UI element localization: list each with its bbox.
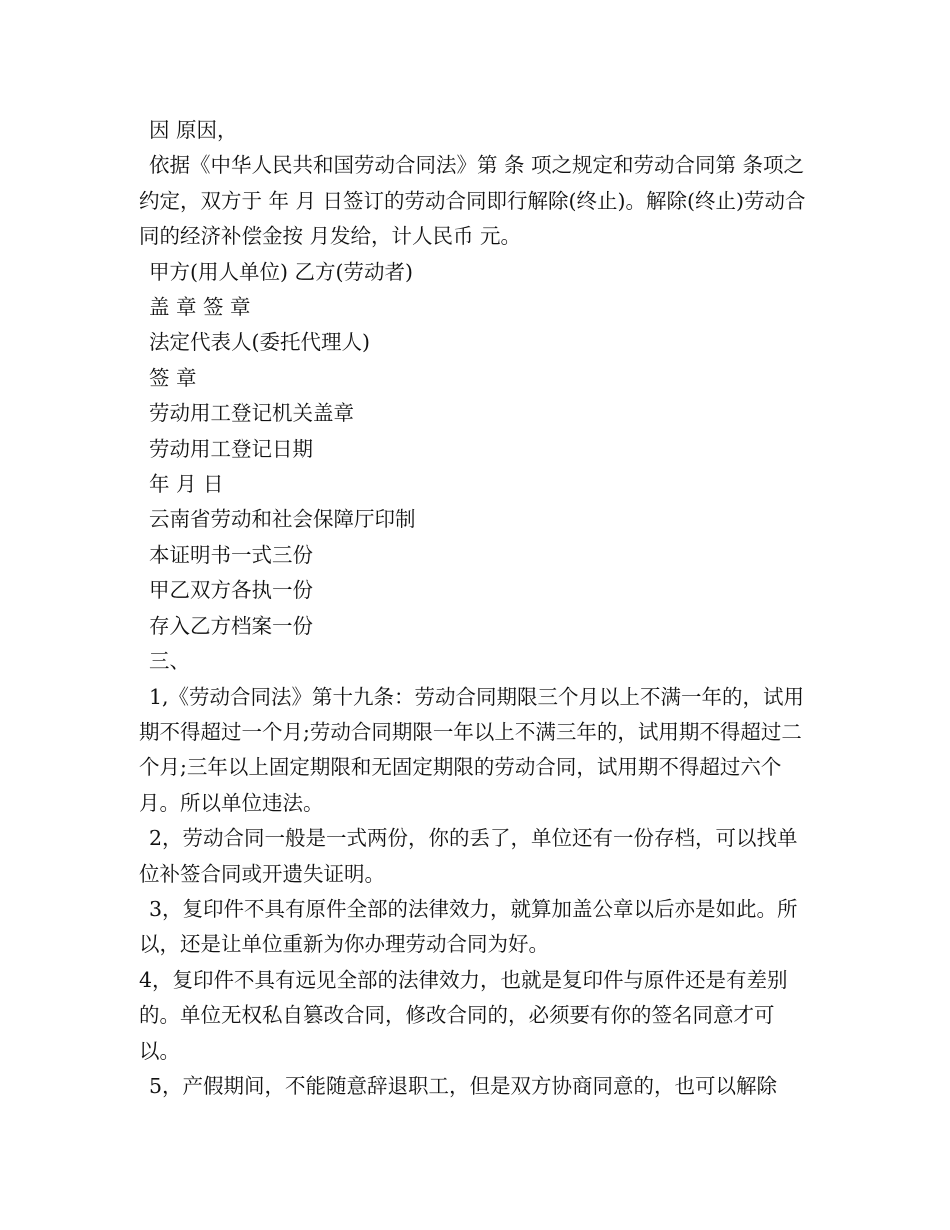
- paragraph-printer: 云南省劳动和社会保障厅印制: [149, 507, 416, 532]
- answer-item-2: 2，劳动合同一般是一式两份，你的丢了，单位还有一份存档，可以找单位补签合同或开遗失证明。: [139, 826, 798, 886]
- paragraph-seal-signature: 盖 章 签 章: [149, 295, 251, 320]
- paragraph-legal-representative: 法定代表人(委托代理人): [149, 330, 370, 355]
- paragraph-registration-date: 劳动用工登记日期: [149, 436, 313, 461]
- section-heading-three: 三、: [149, 649, 190, 674]
- paragraph-signature: 签 章: [149, 365, 197, 390]
- paragraph-date: 年 月 日: [149, 472, 224, 497]
- document-body: [139, 113, 812, 1104]
- answer-item-3: 3，复印件不具有原件全部的法律效力，就算加盖公章以后亦是如此。所以，还是让单位重新为你办理劳动合同为好。: [139, 896, 798, 957]
- paragraph-copies: 本证明书一式三份: [149, 542, 313, 567]
- answer-item-5: 5，产假期间，不能随意辞退职工，但是双方协商同意的，也可以解除: [149, 1073, 778, 1098]
- paragraph-legal-basis: 依据《中华人民共和国劳动合同法》第 条 项之规定和劳动合同第 条项之约定，双方于 年 月 日签订的劳动合同即行解除(终止)。解除(终止)劳动合同的经济补偿金按 月发给，计人民币 元。: [139, 153, 806, 249]
- answer-item-4: 4，复印件不具有远见全部的法律效力，也就是复印件与原件还是有差别的。单位无权私自篡改合同，修改合同的，必须要有你的签名同意才可以。: [139, 967, 788, 1063]
- answer-item-1: 1,《劳动合同法》第十九条：劳动合同期限三个月以上不满一年的，试用期不得超过一个月;劳动合同期限一年以上不满三年的，试用期不得超过二个月;三年以上固定期限和无固定期限的劳动合同，试用期不得超过六个月。所以单位违法。: [139, 684, 805, 815]
- paragraph-parties: 甲方(用人单位) 乙方(劳动者): [149, 259, 414, 284]
- paragraph-each-party: 甲乙双方各执一份: [149, 578, 313, 603]
- paragraph-reason: 因 原因，: [149, 118, 238, 142]
- paragraph-archive: 存入乙方档案一份: [149, 613, 313, 638]
- paragraph-registration-seal: 劳动用工登记机关盖章: [149, 401, 354, 426]
